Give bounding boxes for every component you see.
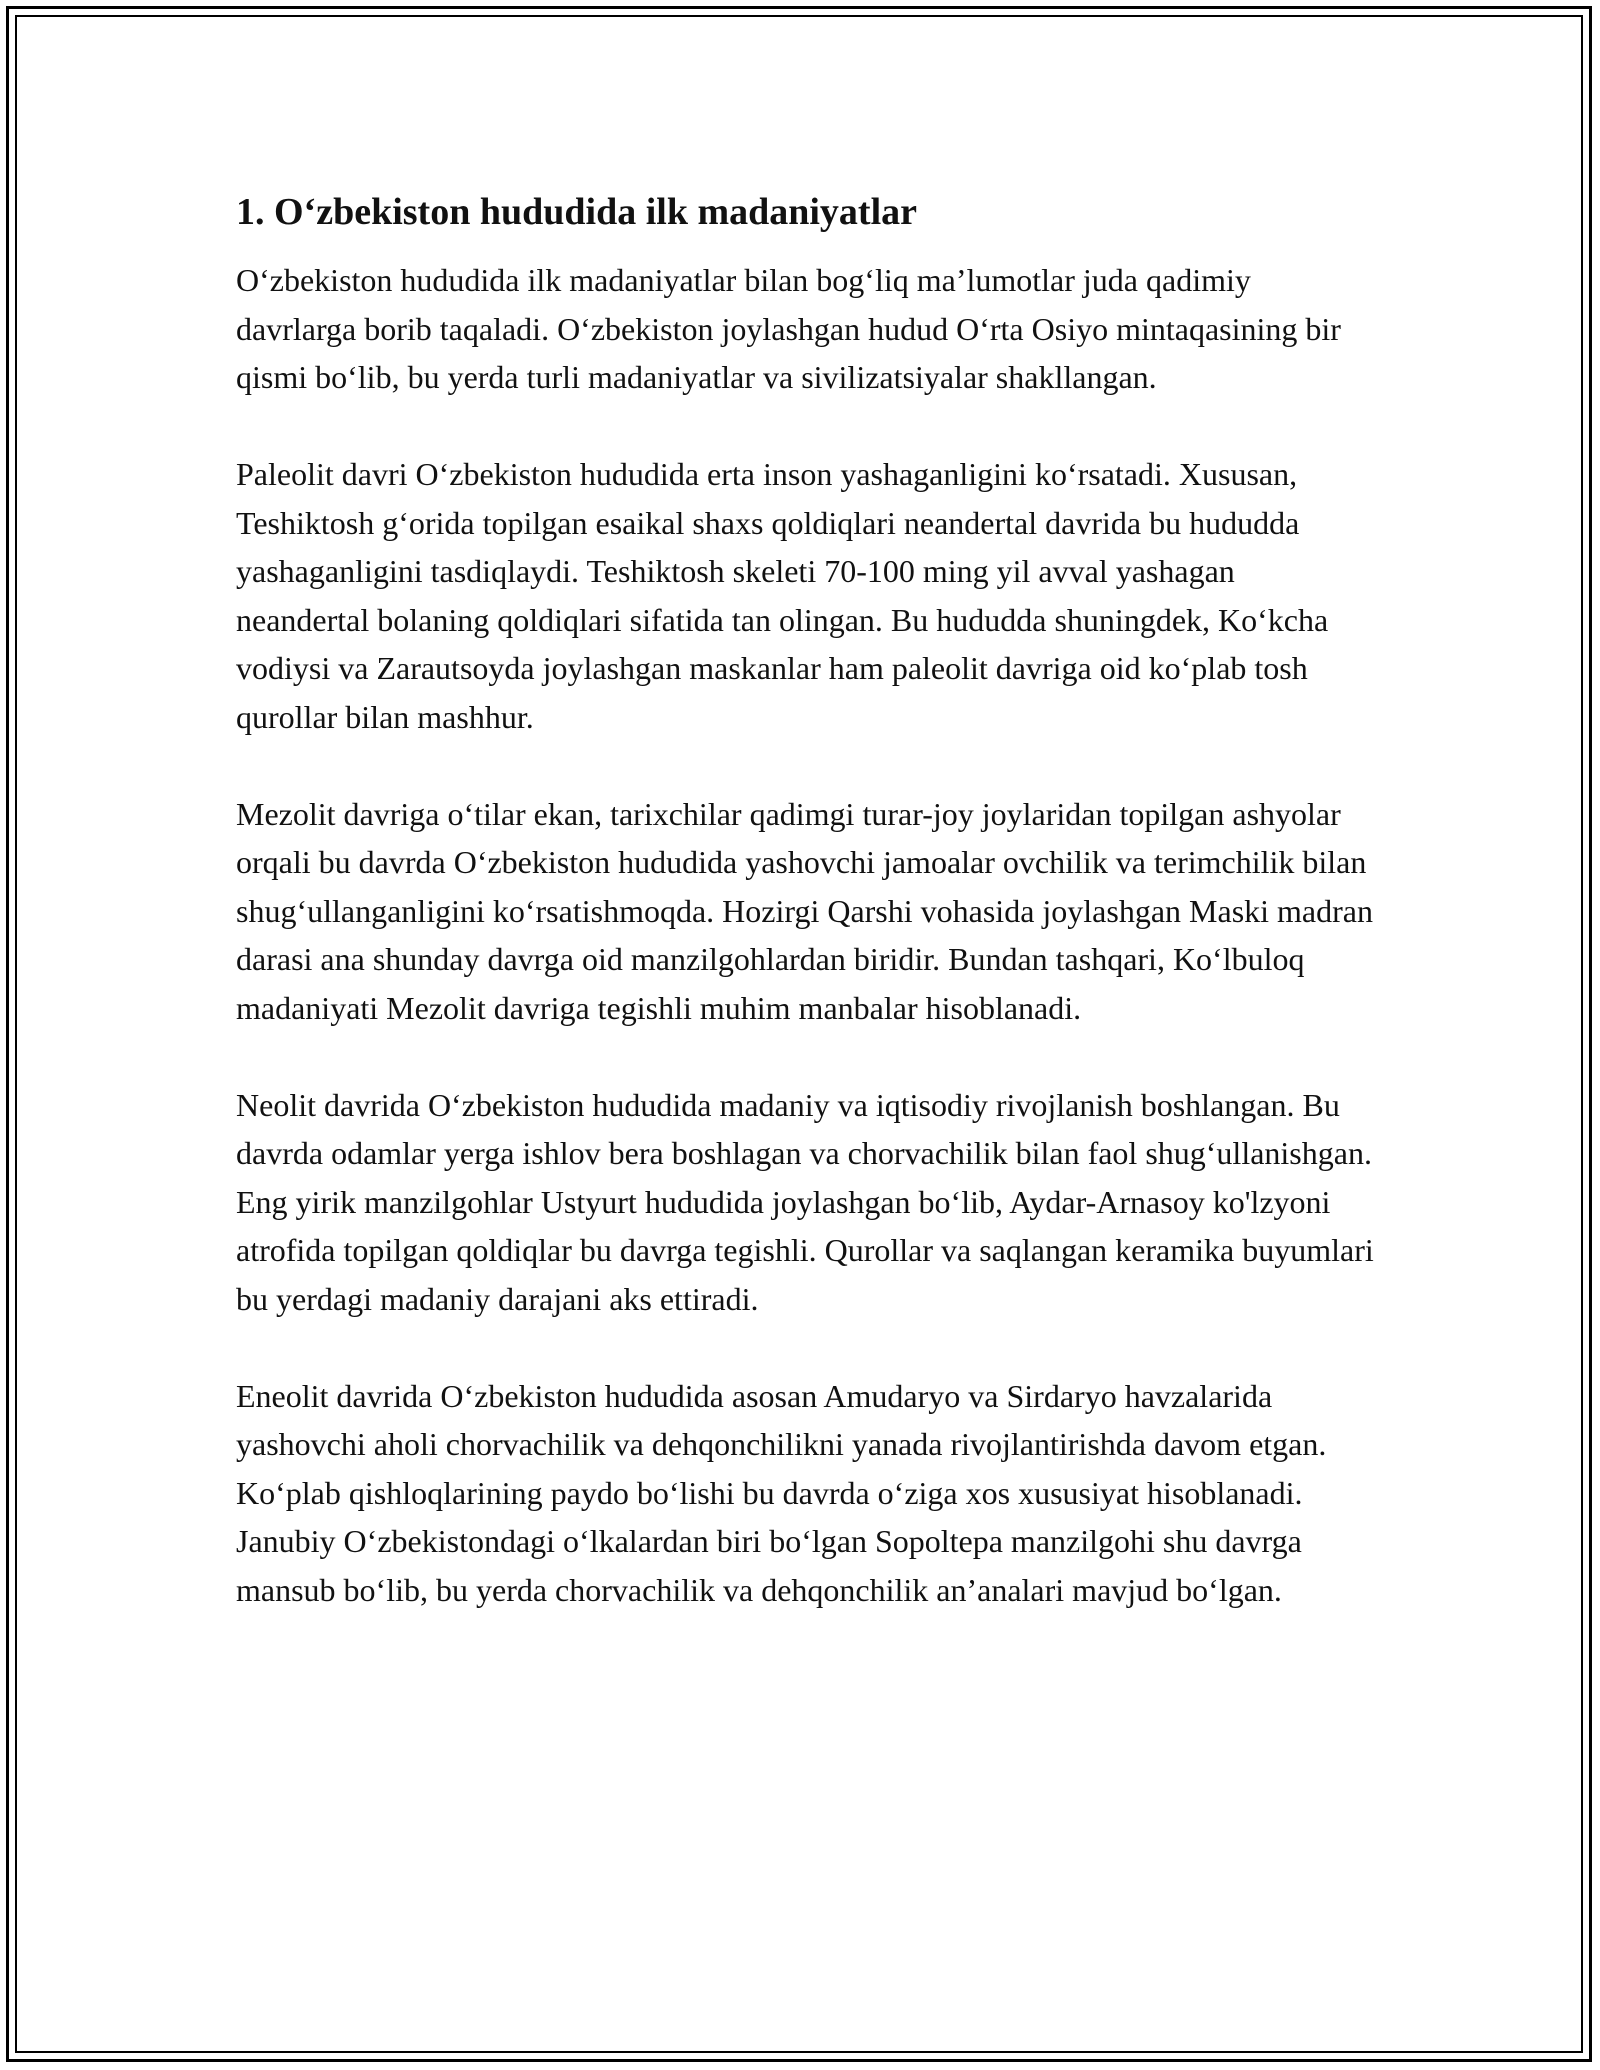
paragraph-neolit: Neolit davrida O‘zbekiston hududida madaniy va iqtisodiy rivojlanish boshlangan. Bu davrda odamlar yerga ishlov bera boshlagan va chorvachilik bilan faol shug‘ullanishgan. Eng yirik manzilgohlar Ustyurt hududida joylashgan bo‘lib, Aydar-Arnasoy ko'lzyoni atrofida topilgan qoldiqlar bu davrga tegishli. Qurollar va saqlangan keramika buyumlari bu yerdagi madaniy darajani aks ettiradi. bbox=[236, 1086, 1374, 1317]
paragraph-eneolit: Eneolit davrida O‘zbekiston hududida asosan Amudaryo va Sirdaryo havzalarida yashovchi aholi chorvachilik va dehqonchilikni yanada rivojlantirishda davom etgan. Ko‘plab qishloqlarining paydo bo‘lishi bu davrda o‘ziga xos xususiyat hisoblanadi. Janubiy O‘zbekistondagi o‘lkalardan biri bo‘lgan Sopoltepa manzilgohi shu davrga mansub bo‘lib, bu yerda chorvachilik va dehqonchilik an’analari mavjud bo‘lgan. bbox=[236, 1377, 1327, 1608]
document-body bbox=[236, 188, 1376, 1663]
paragraph-intro: O‘zbekiston hududida ilk madaniyatlar bilan bog‘liq ma’lumotlar juda qadimiy davrlarga borib taqaladi. O‘zbekiston joylashgan hudud O‘rta Osiyo mintaqasining bir qismi bo‘lib, bu yerda turli madaniyatlar va sivilizatsiyalar shakllangan. bbox=[236, 262, 1341, 395]
section-heading: 1. O‘zbekiston hududida ilk madaniyatlar bbox=[236, 191, 918, 233]
paragraph-paleolit: Paleolit davri O‘zbekiston hududida erta inson yashaganligini ko‘rsatadi. Xususan, Teshiktosh g‘orida topilgan esaikal shaxs qoldiqlari neandertal davrida bu hududda yashaganligini tasdiqlaydi. Teshiktosh skeleti 70-100 ming yil avval yashagan neandertal bolaning qoldiqlari sifatida tan olingan. Bu hududda shuningdek, Ko‘kcha vodiysi va Zarautsoyda joylashgan maskanlar ham paleolit davriga oid ko‘plab tosh qurollar bilan mashhur. bbox=[236, 456, 1329, 735]
paragraph-mezolit: Mezolit davriga o‘tilar ekan, tarixchilar qadimgi turar-joy joylaridan topilgan ashyolar orqali bu davrda O‘zbekiston hududida yashovchi jamoalar ovchilik va terimchilik bilan shug‘ullanganligini ko‘rsatishmoqda. Hozirgi Qarshi vohasida joylashgan Maski madran darasi ana shunday davrga oid manzilgohlardan biridir. Bundan tashqari, Ko‘lbuloq madaniyati Mezolit davriga tegishli muhim manbalar hisoblanadi. bbox=[236, 795, 1373, 1026]
